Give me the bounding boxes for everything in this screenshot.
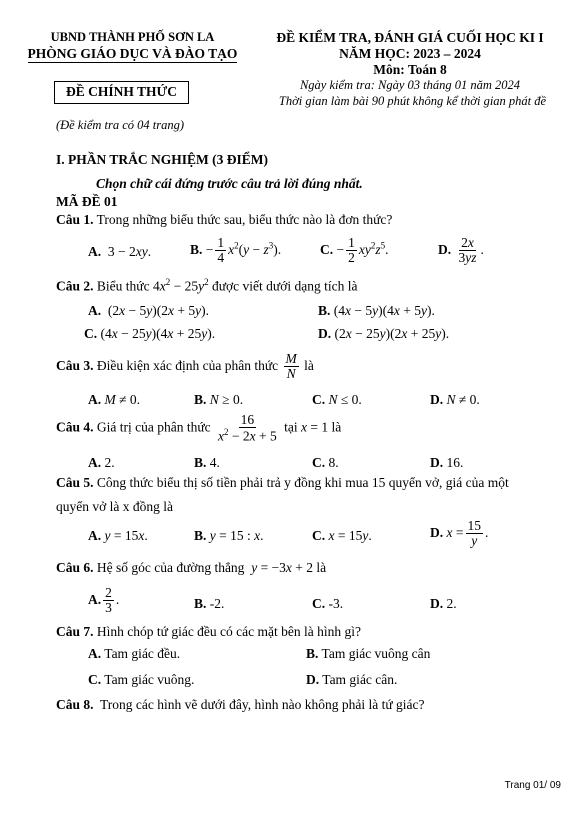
exam-duration: Thời gian làm bài 90 phút không kể thời gian phát đề [278, 94, 547, 108]
q5-option-a[interactable]: A. y = 15x. [88, 528, 148, 543]
q1-option-d[interactable]: D. $\frac{2x}{3yz}$ . [438, 235, 484, 266]
department-name: PHÒNG GIÁO DỤC VÀ ĐÀO TẠO [27, 46, 238, 61]
q3-option-d[interactable]: D. N ≠ 0. [430, 392, 480, 407]
q2-option-c[interactable]: C. (4x − 25y)(4x + 25y). [84, 326, 216, 341]
q5-option-c[interactable]: C. x = 15y. [312, 528, 372, 543]
q3-option-c[interactable]: C. N ≤ 0. [312, 392, 362, 407]
q6-option-d[interactable]: D. 2. [430, 596, 457, 611]
section-instruction: Chọn chữ cái đứng trước câu trả lời đúng nhất. [96, 176, 363, 191]
section-title: I. PHẦN TRẮC NGHIỆM (3 ĐIỂM) [56, 152, 268, 167]
page-number: Trang 01/ 09 [504, 780, 561, 791]
official-label: ĐỀ CHÍNH THỨC [65, 84, 177, 99]
q6-option-c[interactable]: C. -3. [312, 596, 344, 611]
exam-title: ĐỀ KIỂM TRA, ĐÁNH GIÁ CUỐI HỌC KI I [276, 30, 544, 45]
q6-option-b[interactable]: B. -2. [194, 596, 225, 611]
question-6: Câu 6. Hệ số góc của đường thẳng y = −3x + 2 là [56, 560, 327, 575]
q5-option-b[interactable]: B. y = 15 : x. [194, 528, 264, 543]
question-label: Câu 1. [56, 212, 94, 227]
q1-option-c[interactable]: C. − $\frac{1}{2}$ $xy^2z^5$. [320, 235, 389, 266]
q7-option-c[interactable]: C. Tam giác vuông. [88, 672, 195, 687]
question-8: Câu 8. Trong các hình vẽ dưới đây, hình nào không phải là tứ giác? [56, 697, 425, 712]
question-7: Câu 7. Hình chóp tứ giác đều có các mặt bên là hình gì? [56, 624, 361, 639]
q2-option-a[interactable]: A. (2x − 5y)(2x + 5y). [88, 303, 209, 318]
subject: Môn: Toán 8 [373, 62, 447, 77]
question-4: Câu 4. Giá trị của phân thức $\frac{16}{x^2 - 2x + 5}$ tại x = 1 là [56, 412, 342, 444]
question-text: Trong những biểu thức sau, biểu thức nào là đơn thức? [96, 212, 393, 227]
q1-option-a[interactable]: A. 3 − 2xy. [88, 244, 152, 259]
q2-option-d[interactable]: D. (2x − 25y)(2x + 25y). [318, 326, 450, 341]
department-line2 [20, 46, 245, 63]
q4-option-a[interactable]: A. 2. [88, 455, 115, 470]
q3-option-a[interactable]: A. M ≠ 0. [88, 392, 141, 407]
q1-option-b[interactable]: B. − $\frac{1}{4}$ $x^2(y - z^3)$. [190, 235, 282, 266]
question-5-line2: quyển vở là x đồng là [56, 499, 173, 514]
q4-option-b[interactable]: B. 4. [194, 455, 220, 470]
q4-option-d[interactable]: D. 16. [430, 455, 464, 470]
question-3: Câu 3. Điều kiện xác định của phân thức $\frac{M}{N}$ là [56, 351, 314, 382]
question-1 [56, 212, 392, 228]
q3-option-b[interactable]: B. N ≥ 0. [194, 392, 244, 407]
q7-option-a[interactable]: A. Tam giác đều. [88, 646, 181, 661]
q7-option-b[interactable]: B. Tam giác vuông cân [306, 646, 431, 661]
q6-option-a[interactable]: A. $\frac{2}{3}$ . [88, 585, 120, 616]
exam-date: Ngày kiểm tra: Ngày 03 tháng 01 năm 2024 [299, 78, 521, 92]
q4-option-c[interactable]: C. 8. [312, 455, 339, 470]
question-5: Câu 5. Công thức biểu thị số tiền phải trả y đồng khi mua 15 quyển vở, giá của một [56, 475, 509, 490]
department-line1: UBND THÀNH PHỐ SƠN LA [50, 30, 215, 44]
q2-option-b[interactable]: B. (4x − 5y)(4x + 5y). [318, 303, 435, 318]
pages-note: (Đề kiểm tra có 04 trang) [55, 118, 185, 132]
q5-option-d[interactable]: D. x = $\frac{15}{y}$ . [430, 518, 489, 549]
exam-code: MÃ ĐỀ 01 [56, 194, 118, 209]
question-2: Câu 2. Biểu thức $4x^2 - 25y^2$ được viết dưới dạng tích là [56, 277, 358, 294]
q7-option-d[interactable]: D. Tam giác cân. [306, 672, 398, 687]
school-year: NĂM HỌC: 2023 – 2024 [339, 46, 481, 61]
